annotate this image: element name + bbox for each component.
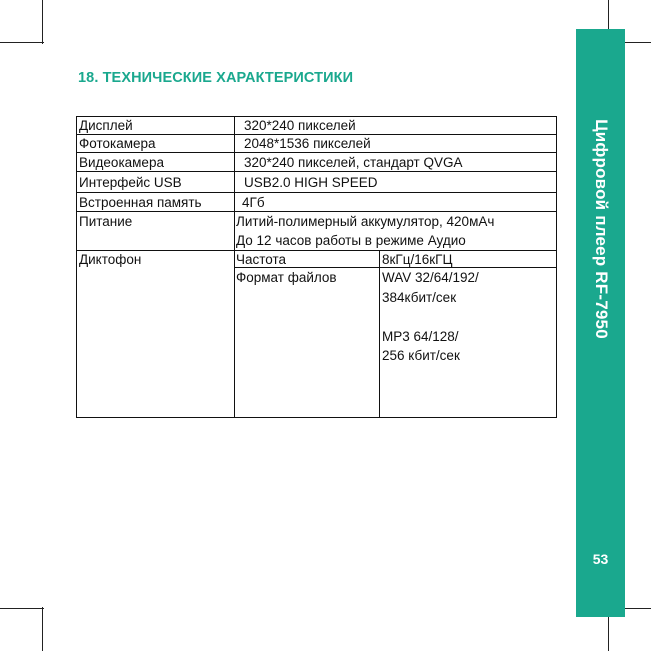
table-rule — [76, 192, 557, 193]
side-bar — [576, 29, 625, 617]
section-heading: 18. ТЕХНИЧЕСКИЕ ХАРАКТЕРИСТИКИ — [78, 70, 354, 86]
table-rule — [556, 116, 557, 418]
recorder-format-line2: 384кбит/сек — [382, 290, 457, 305]
spec-label-memory: Встроенная память — [79, 195, 202, 210]
spec-value-usb: USB2.0 HIGH SPEED — [244, 175, 378, 190]
recorder-format-label: Формат файлов — [236, 270, 337, 285]
table-rule — [76, 250, 557, 251]
table-rule — [76, 116, 77, 418]
spec-label-video: Видеокамера — [79, 155, 164, 170]
recorder-format-line4: 256 кбит/сек — [382, 348, 460, 363]
crop-mark — [42, 607, 43, 651]
spec-label-recorder: Диктофон — [79, 252, 142, 267]
spec-value-power-line1: Литий-полимерный аккумулятор, 420мАч — [236, 214, 495, 229]
spec-label-usb: Интерфейс USB — [79, 175, 182, 190]
crop-mark — [0, 42, 44, 43]
recorder-freq-label: Частота — [236, 252, 287, 267]
table-rule — [76, 211, 557, 212]
crop-mark — [0, 608, 44, 609]
side-title — [576, 69, 625, 389]
spec-label-power: Питание — [79, 214, 133, 229]
spec-value-camera: 2048*1536 пикселей — [244, 136, 371, 151]
spec-value-display: 320*240 пикселей — [244, 118, 356, 133]
table-rule — [76, 152, 557, 153]
recorder-format-line3: MP3 64/128/ — [382, 329, 459, 344]
spec-label-camera: Фотокамера — [79, 136, 156, 151]
side-title-text: Цифровой плеер RF-7950 — [591, 119, 611, 339]
table-rule — [234, 116, 235, 418]
spec-table — [76, 116, 557, 418]
recorder-freq-value: 8кГц/16кГЦ — [382, 252, 453, 267]
spec-label-display: Дисплей — [79, 118, 133, 133]
spec-value-memory: 4Гб — [242, 195, 265, 210]
table-rule — [76, 171, 557, 172]
spec-value-power-line2: До 12 часов работы в режиме Аудио — [236, 233, 466, 248]
crop-mark — [42, 0, 43, 44]
table-rule — [379, 250, 380, 418]
recorder-format-line1: WAV 32/64/192/ — [382, 270, 479, 285]
table-rule — [76, 417, 557, 418]
page-number: 53 — [592, 551, 609, 567]
spec-value-video: 320*240 пикселей, стандарт QVGA — [244, 155, 463, 170]
